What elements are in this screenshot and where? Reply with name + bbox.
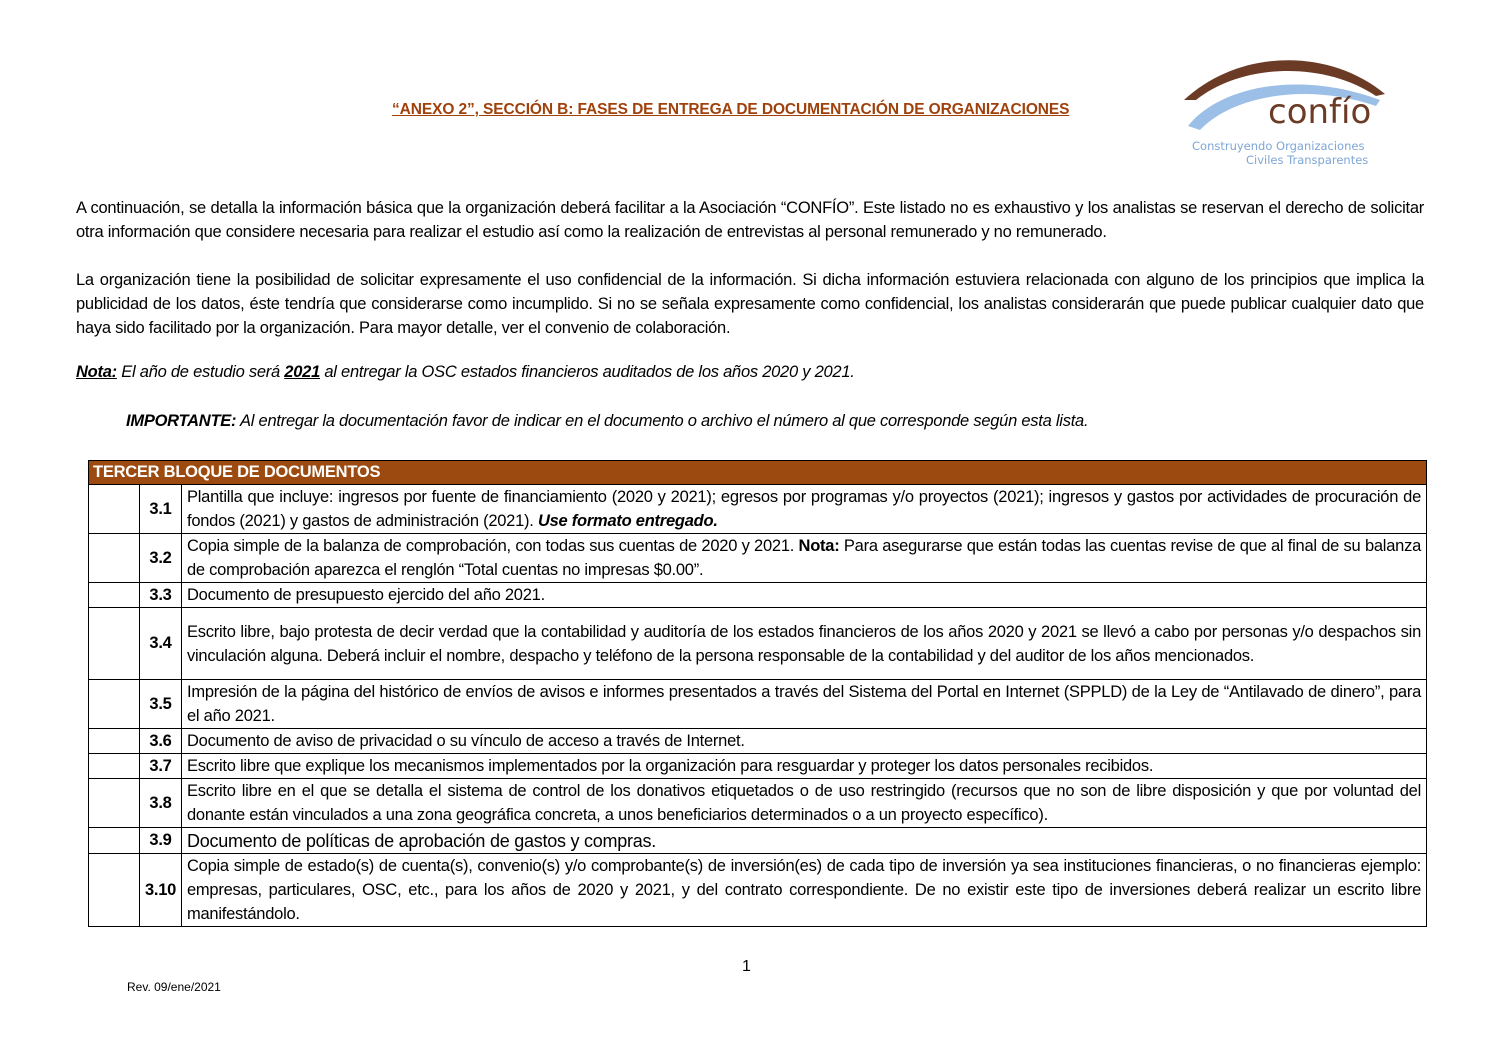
- table-row: [89, 608, 1427, 680]
- confio-logo: [1180, 56, 1388, 172]
- row-text: Para asegurarse que están todas las cuentas revise de que al final de su balanza de comprobación aparezca el renglón “Total cuentas no impresas $0.00”.: [187, 537, 1421, 579]
- table-header: TERCER BLOQUE DE DOCUMENTOS: [89, 461, 1427, 485]
- row-number: 3.10: [140, 854, 182, 927]
- row-emphasis: Use formato entregado.: [537, 512, 718, 530]
- row-check-cell: [89, 583, 140, 608]
- row-number: 3.1: [140, 485, 182, 534]
- row-check-cell: [89, 729, 140, 754]
- table-row: [89, 680, 1427, 729]
- row-text: Plantilla que incluye: ingresos por fuente de financiamiento (2020 y 2021); egresos por programas y/o proyectos (2021); ingresos y gastos por actividades de procuración de fondos (2021) y gastos de administración (2021).: [187, 488, 1421, 530]
- note-label: Nota:: [76, 363, 117, 381]
- row-description: Escrito libre en el que se detalla el sistema de control de los donativos etiquetados o de uso restringido (recursos que no son de libre disposición y que por voluntad del donante están vinculados a una zona geográfica concreta, a unos beneficiarios determinados o a un proyecto específico).: [182, 779, 1427, 828]
- row-number: 3.7: [140, 754, 182, 779]
- note-text-a: El año de estudio será: [116, 363, 285, 381]
- revision-date: Rev. 09/ene/2021: [127, 980, 221, 994]
- row-check-cell: [89, 608, 140, 680]
- row-number: 3.3: [140, 583, 182, 608]
- logo-tagline-2: Civiles Transparentes: [1246, 153, 1369, 167]
- table-header-row: [89, 461, 1427, 485]
- row-check-cell: [89, 854, 140, 927]
- row-description: Copia simple de estado(s) de cuenta(s), convenio(s) y/o comprobante(s) de inversión(es) de cada tipo de inversión ya sea instituciones financieras, o no financieras ejemplo: empresas, particulares, OSC, etc., para los años de 2020 y 2021, y del contrato correspondiente. De no existir este tipo de inversiones deberá realizar un escrito libre manifestándolo.: [182, 854, 1427, 927]
- row-description: Documento de presupuesto ejercido del año 2021.: [182, 583, 1427, 608]
- row-number: 3.2: [140, 534, 182, 583]
- row-description: [182, 534, 1427, 583]
- row-number: 3.8: [140, 779, 182, 828]
- row-number: 3.9: [140, 828, 182, 854]
- intro-paragraph-2: La organización tiene la posibilidad de solicitar expresamente el uso confidencial de la información. Si dicha información estuviera relacionada con alguno de los principios que implica la publicidad de los datos, éste tendría que considerarse como incumplido. Si no se señala expresamente como confidencial, los analistas considerarán que puede publicar cualquier dato que haya sido facilitado por la organización. Para mayor detalle, ver el convenio de colaboración.: [76, 271, 1424, 337]
- row-number: 3.4: [140, 608, 182, 680]
- row-number: 3.5: [140, 680, 182, 729]
- row-check-cell: [89, 485, 140, 534]
- row-description: [182, 485, 1427, 534]
- table-row: [89, 729, 1427, 754]
- row-check-cell: [89, 828, 140, 854]
- row-description: Documento de aviso de privacidad o su vínculo de acceso a través de Internet.: [182, 729, 1427, 754]
- row-check-cell: [89, 754, 140, 779]
- row-check-cell: [89, 779, 140, 828]
- documents-table: [88, 460, 1427, 927]
- study-year-note: [76, 363, 855, 382]
- important-notice: [126, 412, 1088, 431]
- logo-wordmark: confío: [1268, 92, 1372, 132]
- table-row: [89, 828, 1427, 854]
- row-text: Copia simple de la balanza de comprobación, con todas sus cuentas de 2020 y 2021.: [187, 537, 799, 555]
- important-text: Al entregar la documentación favor de indicar en el documento o archivo el número al que corresponde según esta lista.: [236, 412, 1089, 430]
- intro-paragraph-1: A continuación, se detalla la información básica que la organización deberá facilitar a la Asociación “CONFÍO”. Este listado no es exhaustivo y los analistas se reservan el derecho de solicitar otra información que considere necesaria para realizar el estudio así como la realización de entrevistas al personal remunerado y no remunerado.: [76, 199, 1424, 241]
- row-description: Escrito libre, bajo protesta de decir verdad que la contabilidad y auditoría de los estados financieros de los años 2020 y 2021 se llevó a cabo por personas y/o despachos sin vinculación alguna. Deberá incluir el nombre, despacho y teléfono de la persona responsable de la contabilidad y del auditor de los años mencionados.: [182, 608, 1427, 680]
- table-row: [89, 779, 1427, 828]
- important-label: IMPORTANTE:: [126, 412, 237, 430]
- row-bold-label: Nota:: [798, 537, 840, 555]
- note-text-b: al entregar la OSC estados financieros auditados de los años 2020 y 2021.: [320, 363, 855, 381]
- table-row: [89, 754, 1427, 779]
- note-year: 2021: [284, 363, 321, 381]
- row-description: Escrito libre que explique los mecanismos implementados por la organización para resguardar y proteger los datos personales recibidos.: [182, 754, 1427, 779]
- row-description: Impresión de la página del histórico de envíos de avisos e informes presentados a través del Sistema del Portal en Internet (SPPLD) de la Ley de “Antilavado de dinero”, para el año 2021.: [182, 680, 1427, 729]
- table-row: [89, 485, 1427, 534]
- logo-tagline-1: Construyendo Organizaciones: [1192, 139, 1365, 153]
- document-title: “ANEXO 2”, SECCIÓN B: FASES DE ENTREGA DE DOCUMENTACIÓN DE ORGANIZACIONES: [392, 101, 1070, 118]
- row-description: Documento de políticas de aprobación de gastos y compras.: [182, 828, 1427, 854]
- table-row: [89, 583, 1427, 608]
- table-row: [89, 534, 1427, 583]
- row-check-cell: [89, 534, 140, 583]
- table-row: [89, 854, 1427, 927]
- row-check-cell: [89, 680, 140, 729]
- page-number: 1: [742, 958, 751, 975]
- row-number: 3.6: [140, 729, 182, 754]
